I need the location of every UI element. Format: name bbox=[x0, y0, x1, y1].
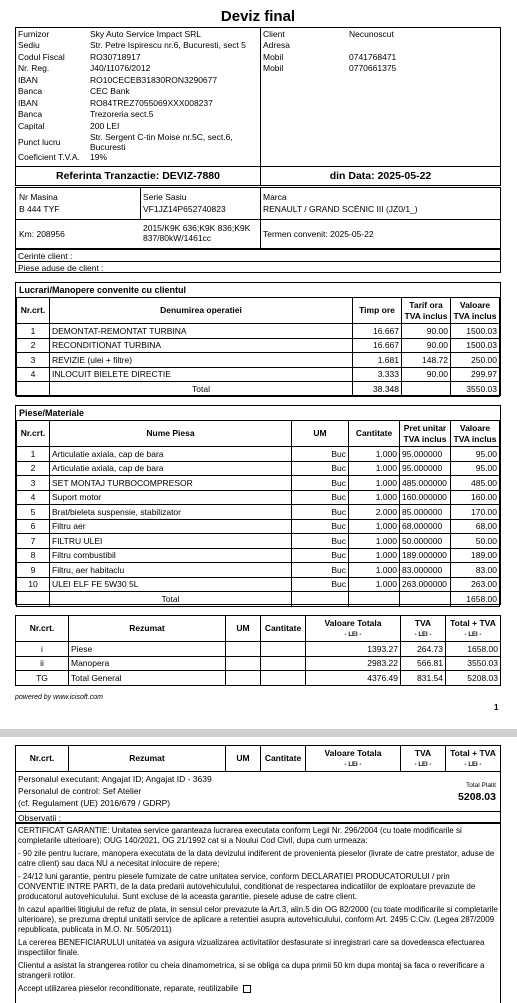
piese-total-empty bbox=[17, 592, 50, 607]
furnizor-label: IBAN bbox=[18, 97, 38, 108]
rezumat2-header-cell bbox=[306, 746, 401, 772]
rezumat-cell bbox=[226, 656, 261, 671]
piese-cell: Buc bbox=[292, 447, 349, 462]
furnizor-label: Sediu bbox=[18, 40, 40, 51]
piese-row bbox=[17, 505, 500, 520]
piese-cell: 83.000000 bbox=[400, 563, 451, 578]
furnizor-row bbox=[16, 97, 260, 109]
rezumat1-header-unit: - LEI - bbox=[464, 631, 482, 638]
rezumat1-header-text: Total + TVA bbox=[450, 617, 496, 628]
piese-cell: Buc bbox=[292, 519, 349, 534]
lucrari-cell: 90.00 bbox=[402, 338, 451, 353]
observatii-box bbox=[15, 811, 501, 823]
piese-cell: 95.00 bbox=[451, 447, 500, 462]
piese-cell: 83.00 bbox=[451, 563, 500, 578]
piese-cell: Buc bbox=[292, 577, 349, 592]
piese-cell: 95.00 bbox=[451, 461, 500, 476]
piese-row bbox=[17, 563, 500, 578]
garantie-paragraph: - 90 zile pentru lucrare, manopera executata de la data devizului indiferent de provenienta pieselor (livrate de catre prestator, aduse de catre client) sau daca NU a necesitat inlocuire de repere; bbox=[18, 849, 495, 868]
referinta-row bbox=[15, 166, 501, 186]
piese-cell: Filtru, aer habitaclu bbox=[50, 563, 292, 578]
furnizor-label: Coeficient T.V.A. bbox=[18, 152, 80, 163]
rezumat2-header-unit: - LEI - bbox=[414, 761, 432, 768]
piese-cell: Buc bbox=[292, 476, 349, 491]
lucrari-total-empty bbox=[402, 382, 451, 397]
garantie-paragraph: Clientul a asistat la strangerea rotilor cu cheia dinamometrica, si se obliga ca dupa primii 50 km dupa montaj sa faca o reverificare a strangerii rotilor. bbox=[18, 961, 485, 980]
client-label: Mobil bbox=[263, 51, 284, 62]
rezumat2-header-cell bbox=[401, 746, 446, 772]
personal-box bbox=[15, 771, 501, 812]
lucrari-total-label: Total bbox=[50, 382, 353, 397]
rezumat1-header-text: Cantitate bbox=[264, 623, 302, 634]
furnizor-value: J40/11076/2012 bbox=[90, 63, 151, 74]
piese-cell: 50.000000 bbox=[400, 534, 451, 549]
piese-row bbox=[17, 476, 500, 491]
garantie-paragraph: CERTIFICAT GARANTIE: Unitatea service garanteaza lucrarea executata conform Legii Nr. 296/2004 (cu toate modificarile si completarile ulterioare); OUG 140/2021, OG 21/1992 cat si a Noului Cod Civil, dupa cum urmeaza: bbox=[18, 826, 462, 845]
piese-section bbox=[15, 405, 501, 605]
lucrari-cell: 1500.03 bbox=[451, 338, 500, 353]
piese-header-nume: Nume Piesa bbox=[50, 421, 292, 447]
total-platit-value: 5208.03 bbox=[458, 791, 496, 803]
total-platit-label: Total Platit bbox=[466, 782, 496, 789]
rezumat1-header-cell bbox=[226, 616, 261, 642]
piese-cell: 95.000000 bbox=[400, 447, 451, 462]
motor-info: 2015/K9K 636;K9K 836;K9K 837/80kW/1461cc bbox=[143, 223, 251, 244]
referinta-tranzactie: Referinta Tranzactie: DEVIZ-7880 bbox=[56, 170, 220, 182]
lucrari-cell: DEMONTAT-REMONTAT TURBINA bbox=[50, 324, 353, 339]
piese-cell: Articulatie axiala, cap de bara bbox=[50, 447, 292, 462]
marca-label: Marca bbox=[263, 192, 287, 202]
piese-cell: Brat/bieleta suspensie, stabilizator bbox=[50, 505, 292, 520]
lucrari-cell: 250.00 bbox=[451, 353, 500, 368]
powered-by: powered by www.icisoft.com bbox=[15, 694, 103, 701]
piese-header-cantitate: Cantitate bbox=[349, 421, 400, 447]
rezumat-cell bbox=[261, 642, 306, 657]
rezumat-cell: Piese bbox=[69, 642, 226, 657]
piese-total-empty bbox=[292, 592, 349, 607]
piese-cell: Buc bbox=[292, 461, 349, 476]
client-block bbox=[261, 28, 500, 74]
lucrari-total-row bbox=[17, 382, 500, 397]
piese-cell: Buc bbox=[292, 548, 349, 563]
rezumat1-header-text: Valoare Totala bbox=[324, 617, 382, 628]
furnizor-label: Banca bbox=[18, 86, 43, 97]
lucrari-cell: 90.00 bbox=[402, 367, 451, 382]
garantie-paragraph: - 24/12 luni garantie, pentru piesele furnizate de catre unitatea service, conform DECLARATIEI PRODUCATORULUI / prin CONVENTIE INTRE PARTI, de la data predarii autovehiculului, conditionat de respectarea indicatiilor de exploatare prevazute de producatorul autovehiculului. Sunt excluse de la aceasta garantie, piesele aduse de catre client. bbox=[18, 872, 476, 901]
piese-cell: Filtru aer bbox=[50, 519, 292, 534]
rezumat1-header-cell bbox=[446, 616, 501, 642]
rezumat-cell: 264.73 bbox=[401, 642, 446, 657]
furnizor-label: Capital bbox=[18, 120, 45, 131]
document-title: Deviz final bbox=[220, 8, 296, 25]
furnizor-label: Codul Fiscal bbox=[18, 51, 65, 62]
rezumat-cell: Manopera bbox=[69, 656, 226, 671]
piese-cell: 160.000000 bbox=[400, 490, 451, 505]
piese-row bbox=[17, 490, 500, 505]
km-value: Km: 208956 bbox=[19, 229, 65, 239]
piese-total-empty bbox=[349, 592, 400, 607]
lucrari-header-tarif: Tarif ora TVA inclus bbox=[402, 298, 451, 324]
rezumat-cell bbox=[226, 642, 261, 657]
furnizor-label: Punct lucru bbox=[18, 136, 61, 147]
rezumat-cell: 1658.00 bbox=[446, 642, 501, 657]
piese-cell: 485.00 bbox=[451, 476, 500, 491]
piese-cell: Buc bbox=[292, 563, 349, 578]
piese-header-valoare: Valoare TVA inclus bbox=[451, 421, 500, 447]
piese-cell: 170.00 bbox=[451, 505, 500, 520]
furnizor-value: Trezoreria sect.5 bbox=[90, 109, 154, 120]
rezumat1-header-cell bbox=[401, 616, 446, 642]
furnizor-label: Banca bbox=[18, 109, 43, 120]
rezumat1-header-cell bbox=[69, 616, 226, 642]
cerinte-box bbox=[15, 249, 501, 273]
rezumat-row bbox=[16, 671, 501, 686]
client-value: 0770661375 bbox=[349, 63, 397, 74]
rezumat2-header-cell bbox=[69, 746, 226, 772]
furnizor-row bbox=[16, 63, 260, 75]
client-row bbox=[261, 28, 500, 40]
rezumat1-header-cell bbox=[261, 616, 306, 642]
furnizor-value: CEC Bank bbox=[90, 86, 130, 97]
lucrari-cell: 1 bbox=[17, 324, 50, 339]
rezumat-cell bbox=[226, 671, 261, 686]
furnizor-label: Nr. Reg. bbox=[18, 63, 50, 74]
rezumat2-header-text: Rezumat bbox=[129, 753, 165, 764]
rezumat-cell: 566.81 bbox=[401, 656, 446, 671]
piese-cell: Buc bbox=[292, 534, 349, 549]
regulament-gdpr: (cf. Regulament (UE) 2016/679 / GDRP) bbox=[18, 798, 171, 808]
piese-cell: FILTRU ULEI bbox=[50, 534, 292, 549]
furnizor-value: RO30718917 bbox=[90, 51, 141, 62]
rezumat2-header-text: Valoare Totala bbox=[324, 747, 382, 758]
rezumat2-header-text: Nr.crt. bbox=[29, 753, 55, 764]
accept-text: Accept utilizarea pieselor reconditionate, reparate, reutilizabile bbox=[18, 984, 239, 993]
piese-header-um: UM bbox=[292, 421, 349, 447]
piese-title: Piese/Materiale bbox=[19, 408, 85, 418]
personal-executant: Personalul executant: Angajat ID; Angajat ID - 3639 bbox=[18, 774, 212, 784]
page-2 bbox=[0, 735, 517, 1000]
piese-cell: 2 bbox=[17, 461, 50, 476]
marca-value: RENAULT / GRAND SCÉNIC III (JZ0/1_) bbox=[263, 204, 418, 214]
furnizor-label: IBAN bbox=[18, 74, 38, 85]
rezumat2-header-unit: - LEI - bbox=[464, 761, 482, 768]
lucrari-row bbox=[17, 367, 500, 382]
rezumat2-header-cell bbox=[446, 746, 501, 772]
personal-control: Personalul de control: Sef Atelier bbox=[18, 786, 142, 796]
furnizor-row bbox=[16, 109, 260, 121]
vehicle-box bbox=[15, 187, 501, 249]
lucrari-section bbox=[15, 282, 501, 396]
piese-cell: 1 bbox=[17, 447, 50, 462]
furnizor-row bbox=[16, 152, 260, 164]
piese-cell: 5 bbox=[17, 505, 50, 520]
serie-sasiu-value: VF1JZ14P652740823 bbox=[143, 204, 226, 214]
piese-total-valoare: 1658.00 bbox=[451, 592, 500, 607]
nr-masina-value: B 444 TYF bbox=[19, 204, 60, 214]
lucrari-cell: 299.97 bbox=[451, 367, 500, 382]
client-value: Necunoscut bbox=[349, 28, 394, 39]
lucrari-row bbox=[17, 324, 500, 339]
garantie-box bbox=[15, 823, 501, 1003]
rezumat-cell: 4376.49 bbox=[306, 671, 401, 686]
furnizor-value: RO10CECEB31830RON3290677 bbox=[90, 74, 218, 85]
piese-cell: 1.000 bbox=[349, 476, 400, 491]
rezumat-cell: Total General bbox=[69, 671, 226, 686]
furnizor-value: 19% bbox=[90, 152, 108, 163]
piese-total-row bbox=[17, 592, 500, 607]
piese-cell: 485.000000 bbox=[400, 476, 451, 491]
furnizor-row bbox=[16, 120, 260, 132]
client-row bbox=[261, 51, 500, 63]
observatii-label: Observatii : bbox=[18, 813, 61, 823]
lucrari-row bbox=[17, 353, 500, 368]
piese-row bbox=[17, 534, 500, 549]
furnizor-row bbox=[16, 86, 260, 98]
lucrari-cell: 90.00 bbox=[402, 324, 451, 339]
piese-cell: 1.000 bbox=[349, 563, 400, 578]
furnizor-value: Str. Petre Ispirescu nr.6, Bucuresti, sect 5 bbox=[90, 40, 246, 51]
rezumat-cell: 5208.03 bbox=[446, 671, 501, 686]
rezumat-cell: 831.54 bbox=[401, 671, 446, 686]
document-date: din Data: 2025-05-22 bbox=[329, 170, 432, 182]
piese-cell: 85.000000 bbox=[400, 505, 451, 520]
client-row bbox=[261, 63, 500, 75]
page-number: 1 bbox=[494, 703, 499, 712]
piese-header-pret: Pret unitar TVA inclus bbox=[400, 421, 451, 447]
piese-cell: 1.000 bbox=[349, 447, 400, 462]
piese-cell: 68.000000 bbox=[400, 519, 451, 534]
piese-cell: 1.000 bbox=[349, 519, 400, 534]
piese-cell: 10 bbox=[17, 577, 50, 592]
piese-cell: Buc bbox=[292, 490, 349, 505]
rezumat1-header-text: Nr.crt. bbox=[29, 623, 55, 634]
rezumat-cell: ii bbox=[16, 656, 69, 671]
piese-cell: 1.000 bbox=[349, 548, 400, 563]
piese-header-nr: Nr.crt. bbox=[17, 421, 50, 447]
lucrari-header-nr: Nr.crt. bbox=[17, 298, 50, 324]
client-label: Adresa bbox=[263, 40, 290, 51]
piese-row bbox=[17, 447, 500, 462]
rezumat2-header-text: Total + TVA bbox=[450, 747, 496, 758]
furnizor-value: Str. Sergent C-tin Moise nr.5C, sect.6, Bucuresti bbox=[90, 131, 233, 152]
piese-cell: 263.000000 bbox=[400, 577, 451, 592]
rezumat1-header-text: Rezumat bbox=[129, 623, 165, 634]
furnizor-block bbox=[16, 28, 261, 166]
rezumat1-header-unit: - LEI - bbox=[414, 631, 432, 638]
piese-cell: 8 bbox=[17, 548, 50, 563]
furnizor-value: Sky Auto Service Impact SRL bbox=[90, 28, 202, 39]
piese-row bbox=[17, 548, 500, 563]
lucrari-cell: 1500.03 bbox=[451, 324, 500, 339]
rezumat2-header-row bbox=[16, 746, 501, 772]
piese-cell: 95.000000 bbox=[400, 461, 451, 476]
rezumat-cell: 2983.22 bbox=[306, 656, 401, 671]
lucrari-row bbox=[17, 338, 500, 353]
piese-row bbox=[17, 577, 500, 592]
rezumat1-header-cell bbox=[306, 616, 401, 642]
lucrari-total-ore: 38.348 bbox=[353, 382, 402, 397]
termen-convenit: Termen convenit: 2025-05-22 bbox=[263, 229, 374, 239]
piese-total-empty bbox=[400, 592, 451, 607]
piese-cell: 1.000 bbox=[349, 461, 400, 476]
rezumat-row bbox=[16, 656, 501, 671]
piese-cell: 263.00 bbox=[451, 577, 500, 592]
client-value: 0741768471 bbox=[349, 51, 397, 62]
furnizor-row bbox=[16, 40, 260, 52]
piese-cell: 9 bbox=[17, 563, 50, 578]
lucrari-header-denumire: Denumirea operatiei bbox=[50, 298, 353, 324]
piese-total-label: Total bbox=[50, 592, 292, 607]
garantie-paragraph: In cazul aparitiei litigiului de refuz de plata, in sensul celor prevazute la Art.3, alin.5 din OG 82/2000 (cu toate modificarile si completarile ulterioare), se prezuma dreptul unitatii service de aplicare a retentiei asupra autovehiculului, conform Art. 2495 C.Civ. (Legea 287/2009 republicata, publicata in M.O. Nr. 505/2011) bbox=[18, 905, 498, 934]
furnizor-value: 200 LEI bbox=[90, 120, 120, 131]
rezumat1-header-cell bbox=[16, 616, 69, 642]
lucrari-cell: 3 bbox=[17, 353, 50, 368]
rezumat-cell bbox=[261, 671, 306, 686]
piese-cell: 7 bbox=[17, 534, 50, 549]
rezumat1-header-text: UM bbox=[236, 623, 250, 634]
rezumat1-header-unit: - LEI - bbox=[344, 631, 362, 638]
piese-cell: 50.00 bbox=[451, 534, 500, 549]
rezumat2-header-text: TVA bbox=[414, 747, 432, 758]
piese-cell: Suport motor bbox=[50, 490, 292, 505]
piese-cell: 3 bbox=[17, 476, 50, 491]
piese-aduse-client: Piese aduse de client : bbox=[18, 263, 104, 273]
piese-cell: Articulatie axiala, cap de bara bbox=[50, 461, 292, 476]
rezumat-cell: 3550.03 bbox=[446, 656, 501, 671]
header-info-box bbox=[15, 27, 501, 167]
lucrari-cell: 1.681 bbox=[353, 353, 402, 368]
rezumat-row bbox=[16, 642, 501, 657]
lucrari-total-empty bbox=[17, 382, 50, 397]
piese-cell: 2.000 bbox=[349, 505, 400, 520]
piese-row bbox=[17, 461, 500, 476]
lucrari-title: Lucrari/Manopere convenite cu clientul bbox=[19, 285, 187, 295]
lucrari-cell: 16.667 bbox=[353, 324, 402, 339]
furnizor-row bbox=[16, 51, 260, 63]
furnizor-row bbox=[16, 28, 260, 40]
piese-cell: 1.000 bbox=[349, 534, 400, 549]
serie-sasiu-label: Serie Sasiu bbox=[143, 192, 187, 202]
lucrari-cell: 3.333 bbox=[353, 367, 402, 382]
lucrari-header-timp: Timp ore bbox=[353, 298, 402, 324]
lucrari-cell: 4 bbox=[17, 367, 50, 382]
piese-cell: 1.000 bbox=[349, 577, 400, 592]
rezumat2-header-unit: - LEI - bbox=[344, 761, 362, 768]
piese-cell: 189.000000 bbox=[400, 548, 451, 563]
furnizor-label: Furnizor bbox=[18, 28, 50, 39]
nr-masina-label: Nr Masina bbox=[19, 192, 58, 202]
lucrari-cell: 2 bbox=[17, 338, 50, 353]
rezumat-table-1 bbox=[15, 615, 501, 686]
piese-cell: 4 bbox=[17, 490, 50, 505]
piese-cell: 1.000 bbox=[349, 490, 400, 505]
garantie-paragraph: La cererea BENEFICIARULUI unitatea va asigura vizualizarea activitatilor desfasurate si inregistrari care sa dovedeasca efectuarea inspectiilor finale. bbox=[18, 938, 485, 957]
piese-cell: SET MONTAJ TURBOCOMPRESOR bbox=[50, 476, 292, 491]
client-label: Client bbox=[263, 28, 285, 39]
rezumat1-header-row bbox=[16, 616, 501, 642]
rezumat2-header-text: Cantitate bbox=[264, 753, 302, 764]
piese-cell: 6 bbox=[17, 519, 50, 534]
rezumat-cell: 1393.27 bbox=[306, 642, 401, 657]
piese-cell: 68.00 bbox=[451, 519, 500, 534]
cerinte-client: Cerinte client : bbox=[18, 251, 73, 261]
lucrari-cell: INLOCUIT BIELETE DIRECTIE bbox=[50, 367, 353, 382]
piese-cell: Buc bbox=[292, 505, 349, 520]
rezumat2-header-cell bbox=[226, 746, 261, 772]
piese-cell: ULEI ELF FE 5W30 5L bbox=[50, 577, 292, 592]
lucrari-header-valoare: Valoare TVA inclus bbox=[451, 298, 500, 324]
accept-row bbox=[18, 984, 498, 994]
lucrari-total-valoare: 3550.03 bbox=[451, 382, 500, 397]
piese-row bbox=[17, 519, 500, 534]
rezumat2-header-text: UM bbox=[236, 753, 250, 764]
furnizor-value: RO84TREZ7055069XXX008237 bbox=[90, 97, 213, 108]
furnizor-row bbox=[16, 74, 260, 86]
lucrari-cell: 16.667 bbox=[353, 338, 402, 353]
piese-cell: Filtru combustibil bbox=[50, 548, 292, 563]
accept-checkbox[interactable] bbox=[243, 985, 251, 993]
rezumat-cell: i bbox=[16, 642, 69, 657]
rezumat-cell: TG bbox=[16, 671, 69, 686]
lucrari-cell: REVIZIE (ulei + filtre) bbox=[50, 353, 353, 368]
rezumat1-header-text: TVA bbox=[414, 617, 432, 628]
piese-cell: 160.00 bbox=[451, 490, 500, 505]
client-value bbox=[347, 40, 500, 52]
lucrari-cell: 148.72 bbox=[402, 353, 451, 368]
client-label: Mobil bbox=[263, 63, 284, 74]
client-row bbox=[261, 40, 500, 52]
rezumat-cell bbox=[261, 656, 306, 671]
lucrari-cell: RECONDITIONAT TURBINA bbox=[50, 338, 353, 353]
rezumat2-header-cell bbox=[16, 746, 69, 772]
rezumat2-header-cell bbox=[261, 746, 306, 772]
piese-cell: 189.00 bbox=[451, 548, 500, 563]
rezumat-table-2 bbox=[15, 745, 501, 772]
furnizor-row bbox=[16, 132, 260, 152]
